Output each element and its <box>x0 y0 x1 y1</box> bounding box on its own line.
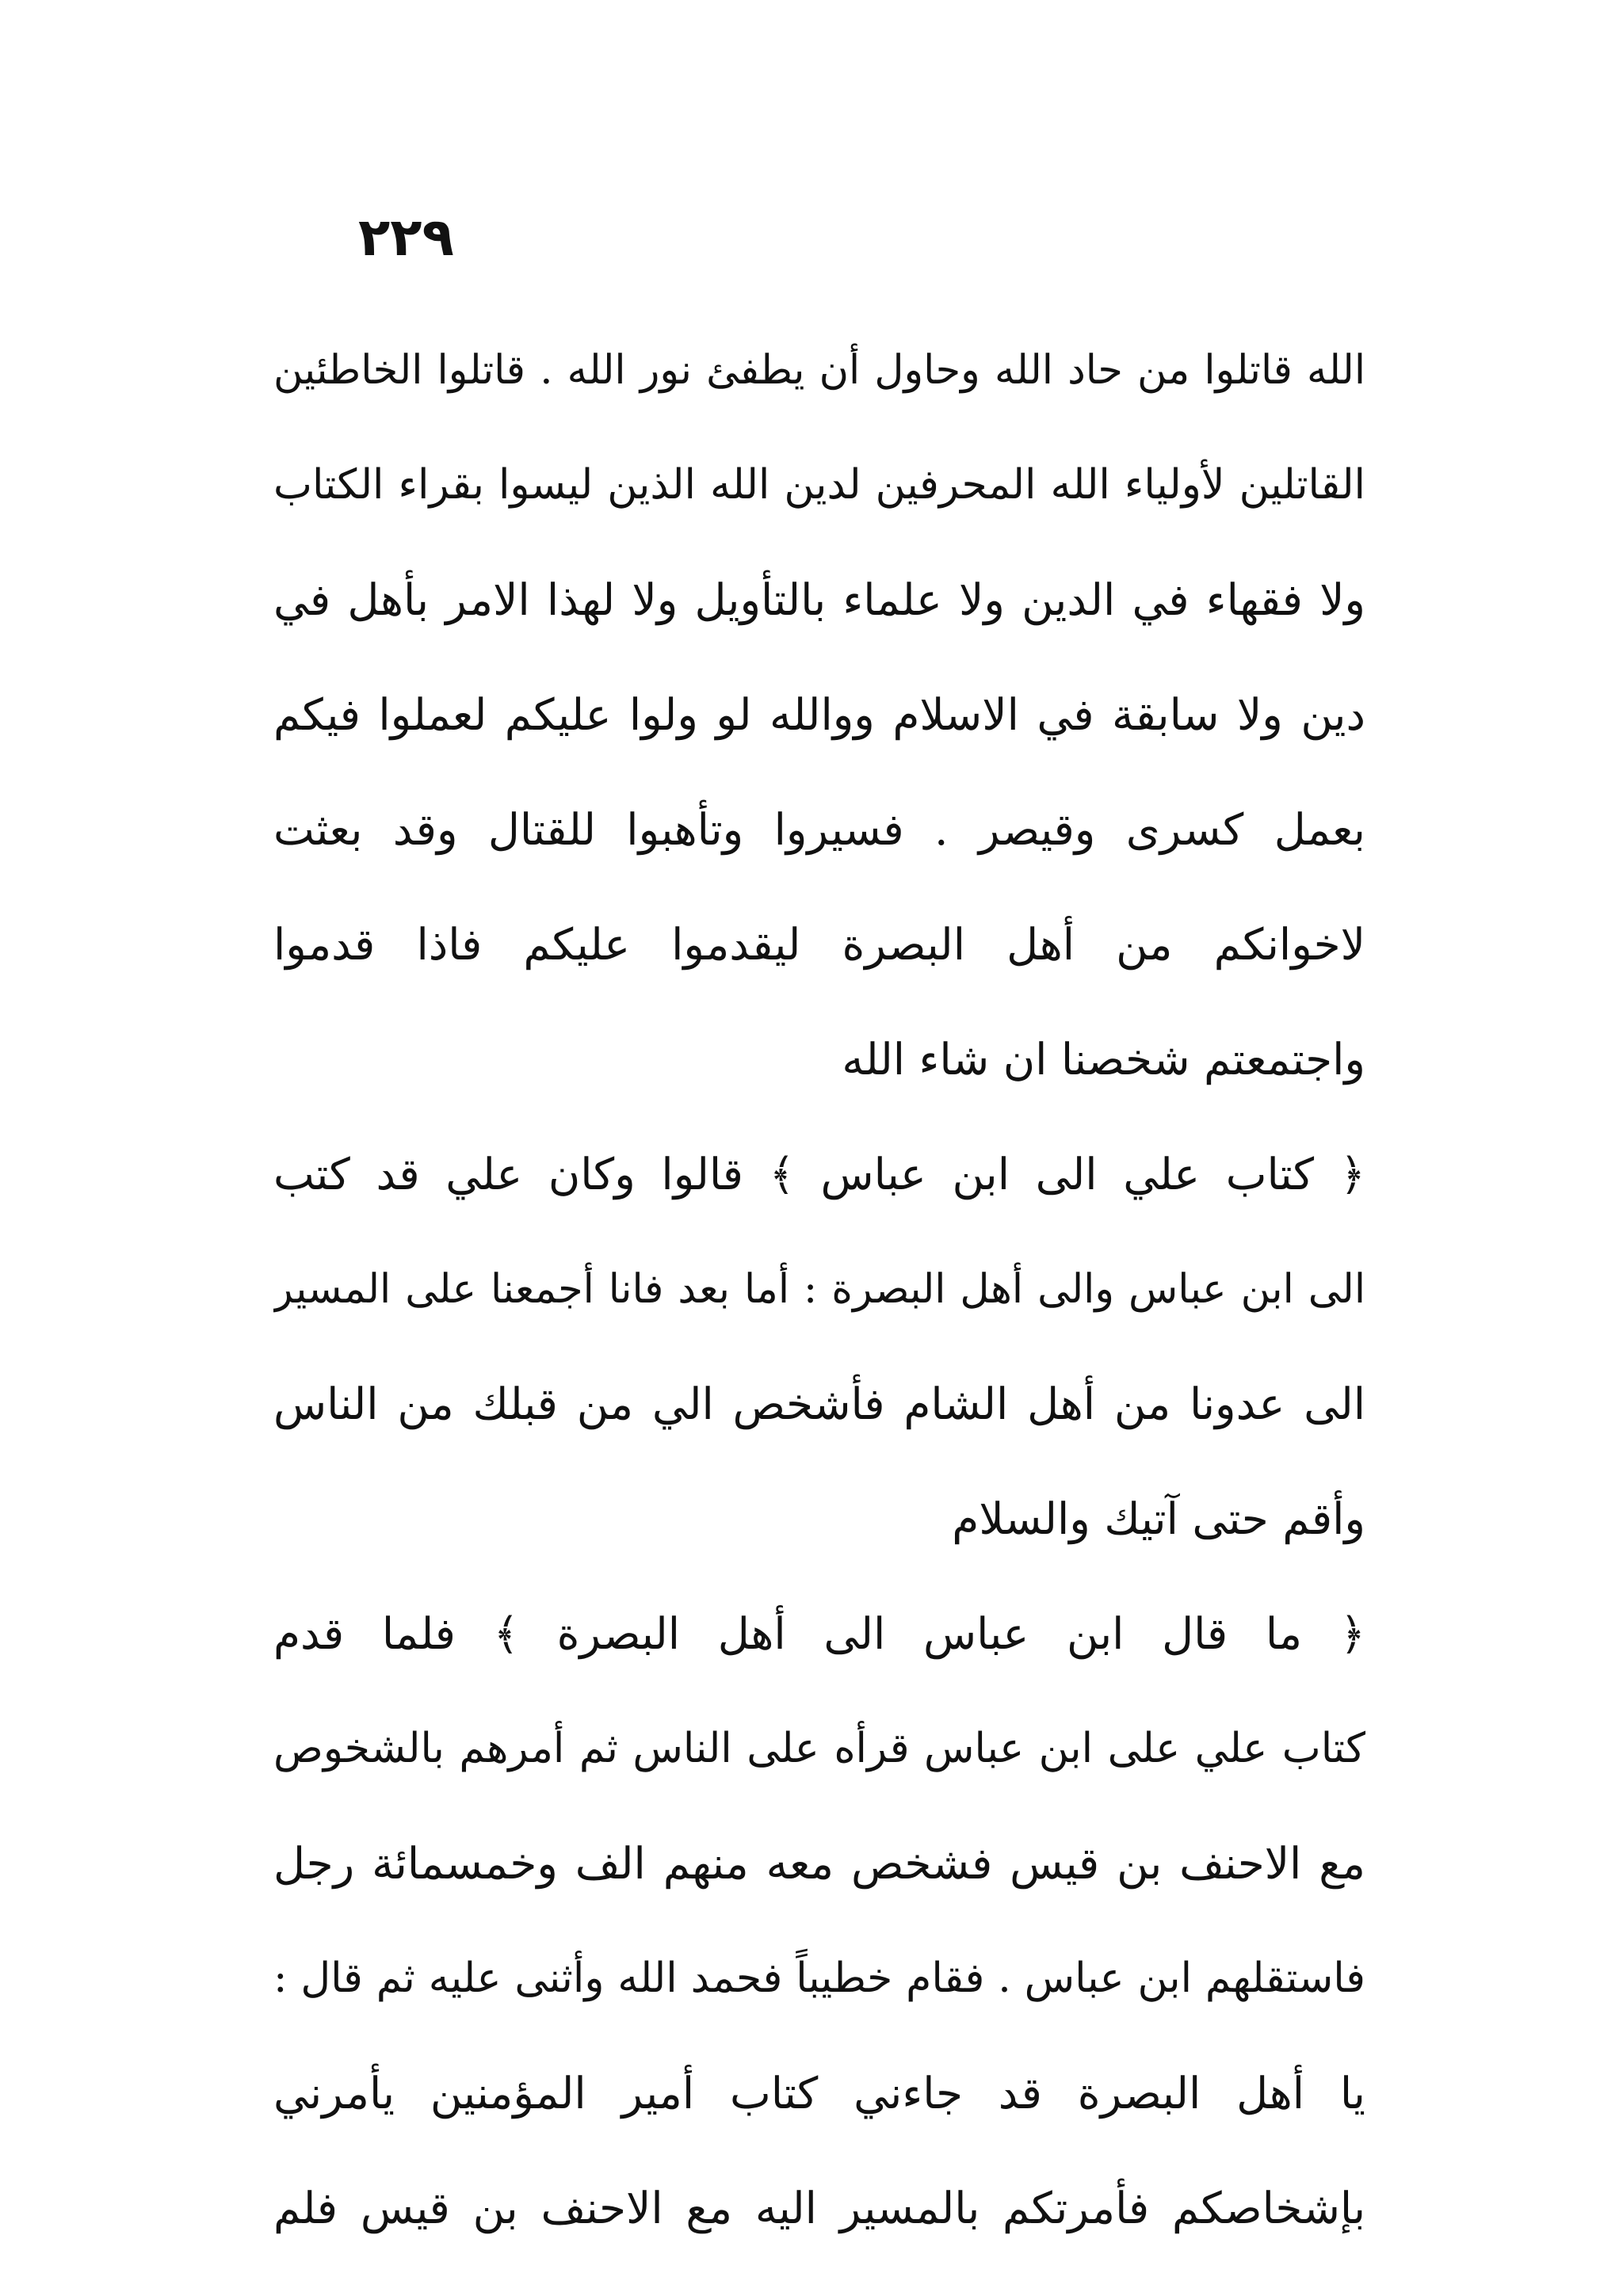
text-line: دين ولا سابقة في الاسلام ووالله لو ولوا عليكم لعملوا فيكم <box>273 689 1365 740</box>
paragraph-end-line: واجتمعتم شخصنا ان شاء الله <box>842 1034 1365 1085</box>
text-line: القاتلين لأولياء الله المحرفين لدين الله الذين ليسوا بقراء الكتاب <box>273 461 1365 509</box>
section-heading-line: ﴿ كتاب علي الى ابن عباس ﴾ قالوا وكان علي قد كتب <box>273 1149 1365 1199</box>
text-line: كتاب علي على ابن عباس قرأه على الناس ثم أمرهم بالشخوص <box>273 1725 1365 1772</box>
text-line: الى عدونا من أهل الشام فأشخص الي من قبلك من الناس <box>273 1379 1365 1429</box>
text-line: لاخوانكم من أهل البصرة ليقدموا عليكم فاذا قدموا <box>273 919 1365 970</box>
body-text <box>273 313 1365 2233</box>
text-line: الى ابن عباس والى أهل البصرة : أما بعد فانا أجمعنا على المسير <box>273 1266 1365 1313</box>
text-line: بإشخاصكم فأمرتكم بالمسير اليه مع الاحنف بن قيس فلم <box>273 2183 1365 2233</box>
section-heading-line: ﴿ ما قال ابن عباس الى أهل البصرة ﴾ فلما قدم <box>273 1608 1365 1659</box>
text-line: فاستقلهم ابن عباس . فقام خطيباً فحمد الله وأثنى عليه ثم قال : <box>273 1955 1365 2002</box>
paragraph-end-line: وأقم حتى آتيك والسلام <box>952 1493 1365 1544</box>
text-line: مع الاحنف بن قيس فشخص معه منهم الف وخمسمائة رجل <box>273 1838 1365 1889</box>
text-line: ولا فقهاء في الدين ولا علماء بالتأويل ولا لهذا الامر بأهل في <box>273 574 1365 625</box>
text-line: الله قاتلوا من حاد الله وحاول أن يطفئ نور الله . قاتلوا الخاطئين <box>273 347 1365 394</box>
page-number: ٢٢٩ <box>358 207 454 268</box>
text-line: يا أهل البصرة قد جاءني كتاب أمير المؤمنين يأمرني <box>273 2068 1365 2119</box>
text-line: بعمل كسرى وقيصر . فسيروا وتأهبوا للقتال وقد بعثت <box>273 804 1365 855</box>
